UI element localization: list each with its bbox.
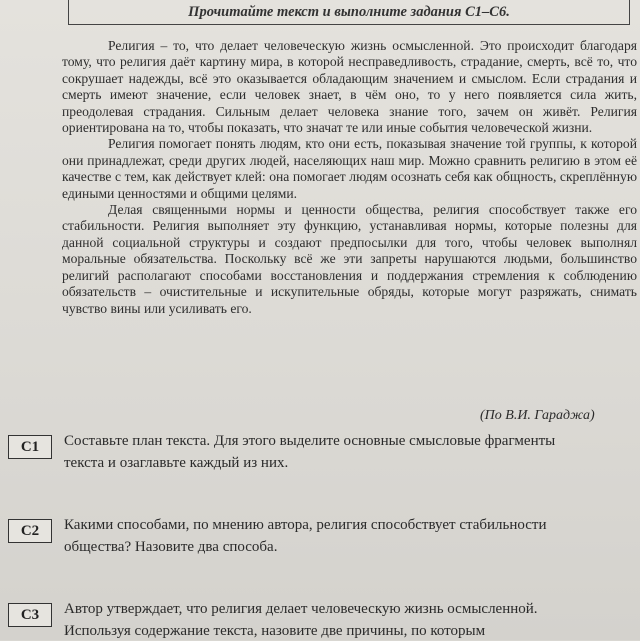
task-line: Используя содержание текста, назовите две причины, по которым (64, 623, 486, 639)
task-line: текста и озаглавьте каждый из них. (64, 455, 289, 471)
paragraph-2: Религия помогает понять людям, кто они есть, показывая значение той группы, к которой они принадлежат, среди других людей, населяющих наш мир. Можно сравнить религию в этом её качестве с тем, как действует клей: она помогает людям осознать себя как общность, скреплённую едиными ценностями и общими целями. (62, 136, 637, 201)
task-line: Автор утверждает, что религия делает человеческую жизнь осмысленной. (64, 601, 538, 617)
paragraph-3: Делая священными нормы и ценности общества, религия способствует также его стабильности. Религия выполняет эту функцию, устанавливая нормы, которые полезны для данной социальной структуры и создают предпосылки для того, чтобы человек выполнял моральные обязательства. Поскольку всё же эти запреты нарушаются людьми, большинство религий располагают способами восстановления и поддержания стремления к соблюдению обязательств – очистительные и искупительные обряды, которые могут разряжать, снимать чувство вины или усиливать его. (62, 202, 637, 316)
task-line: Составьте план текста. Для этого выделите основные смысловые фрагменты (64, 433, 556, 449)
paragraph-1: Религия – то, что делает человеческую жизнь осмысленной. Это происходит благодаря тому, что религия даёт картину мира, в которой несправедливость, страдание, смерть, всё то, что сокрушает надежды, всё это оказывается обладающим значением и смыслом. Если страдания и смерть имеют значение, если человек знает, в чём оно, то у него появляется сила жить, преодолевая страдания. Сильным делает человека знание того, зачем он живёт. Религия ориентирована на то, чтобы показать, что значат те или иные события человеческой жизни. (62, 38, 637, 136)
instruction-header (68, 0, 630, 25)
task-label-box: С2 (8, 519, 52, 543)
text-source: (По В.И. Гараджа) (480, 408, 595, 423)
task-line: общества? Назовите два способа. (64, 539, 278, 555)
task-line: Какими способами, по мнению автора, религия способствует стабильности (64, 517, 547, 533)
instruction-title: Прочитайте текст и выполните задания С1–С6. (188, 3, 510, 20)
reading-text (62, 38, 637, 317)
task-label-box: С1 (8, 435, 52, 459)
task-label-box: С3 (8, 603, 52, 627)
